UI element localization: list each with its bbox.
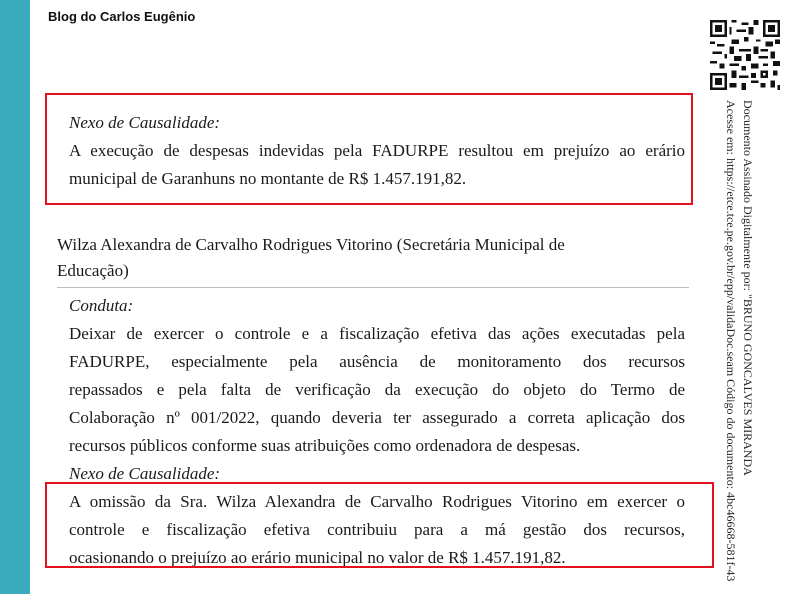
left-accent-strip — [0, 0, 30, 594]
person-heading — [57, 232, 657, 284]
nexo-label-1: Nexo de Causalidade: — [69, 113, 221, 132]
nexo-1-line-1: A execução de despesas indevidas pela FADURPE resultou em prejuízo ao erário — [69, 141, 685, 160]
blog-title: Blog do Carlos Eugênio — [48, 9, 196, 24]
conduta-label: Conduta: — [69, 296, 134, 315]
person-line-2: Educação) — [57, 261, 129, 280]
signature-line-1: Documento Assinado Digitalmente por: "BRUNO GONCALVES MIRANDA — [741, 100, 755, 476]
conduta-line-5: recursos públicos conforme suas atribuições como ordenadora de despesas. — [69, 436, 581, 455]
conduta-line-2: FADURPE, especialmente pela ausência de monitoramento dos recursos — [69, 352, 685, 371]
nexo-causalidade-section-1 — [69, 109, 685, 193]
section-divider — [57, 287, 689, 288]
digital-signature-notice — [722, 100, 758, 594]
nexo-2-line-3: ocasionando o prejuízo ao erário municipal no valor de R$ 1.457.191,82. — [69, 548, 566, 567]
nexo-2-line-2: controle e fiscalização efetiva contribuiu para a má gestão dos recursos, — [69, 520, 685, 539]
nexo-2-line-1: A omissão da Sra. Wilza Alexandra de Carvalho Rodrigues Vitorino em exercer o — [69, 492, 685, 511]
person-line-1: Wilza Alexandra de Carvalho Rodrigues Vitorino (Secretária Municipal de — [57, 235, 565, 254]
signature-line-2: Acesse em: https://etce.tce.pe.gov.br/epp/validaDoc.seam Código do documento: 4bc46668-581f-43 — [724, 100, 738, 582]
nexo-1-line-2: municipal de Garanhuns no montante de R$ 1.457.191,82. — [69, 169, 467, 188]
highlight-box-2 — [45, 482, 714, 568]
qr-code-icon — [710, 20, 780, 90]
conduta-line-3: repassados e pela falta de verificação da execução do objeto do Termo de — [69, 380, 685, 399]
nexo-label-2: Nexo de Causalidade: — [69, 464, 221, 483]
conduta-line-1: Deixar de exercer o controle e a fiscalização efetiva das ações executadas pela — [69, 324, 685, 343]
conduta-line-4: Colaboração nº 001/2022, quando deveria ter assegurado a correta aplicação dos — [69, 408, 685, 427]
